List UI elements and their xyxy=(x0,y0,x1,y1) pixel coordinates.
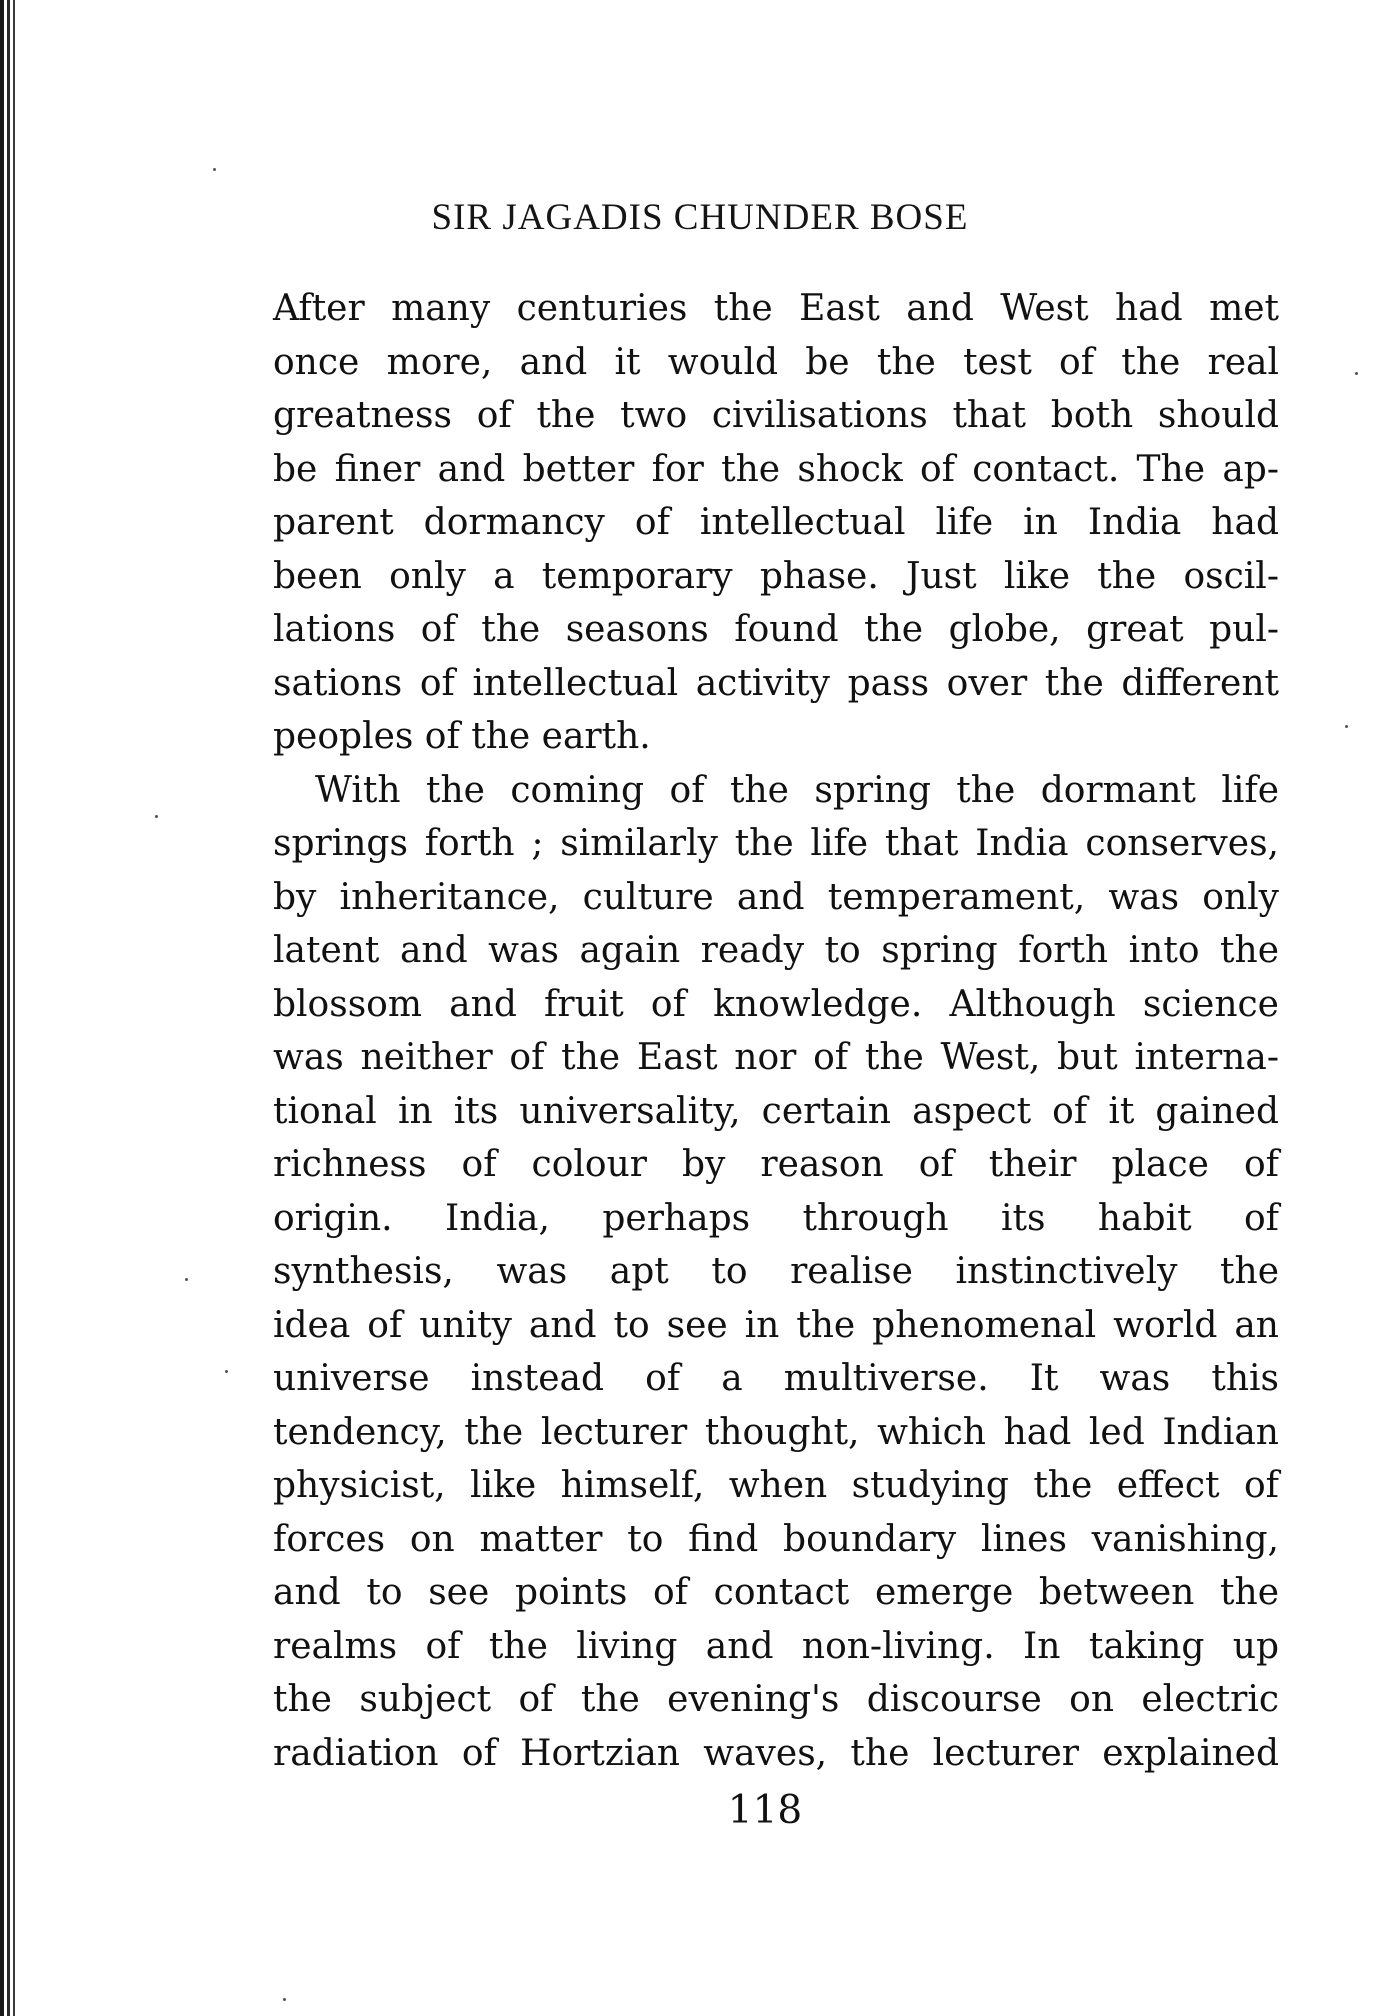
book-spine-edge xyxy=(0,0,18,2016)
text-line: lations of the seasons found the globe, great pul- xyxy=(273,609,1279,650)
page-number: 118 xyxy=(727,1788,803,1833)
text-line: once more, and it would be the test of the real xyxy=(273,341,1279,383)
text-line: been only a temporary phase. Just like the oscil- xyxy=(273,555,1279,597)
text-line: origin. India, perhaps through its habit of xyxy=(273,1197,1279,1239)
text-line: forces on matter to find boundary lines vanishing, xyxy=(273,1518,1279,1560)
text-line: was neither of the East nor of the West, but interna- xyxy=(273,1037,1279,1078)
text-line: latent and was again ready to spring forth into the xyxy=(273,930,1279,971)
text-line: be finer and better for the shock of contact. The ap- xyxy=(273,448,1279,490)
text-line: With the coming of the spring the dormant life xyxy=(315,769,1279,811)
running-header: SIR JAGADIS CHUNDER BOSE xyxy=(431,197,969,238)
text-line: sations of intellectual activity pass over the different xyxy=(273,662,1279,704)
text-line: richness of colour by reason of their place of xyxy=(273,1144,1279,1185)
scan-speck xyxy=(1355,372,1358,375)
text-line: physicist, like himself, when studying the effect of xyxy=(273,1465,1279,1506)
text-line: universe instead of a multiverse. It was this xyxy=(273,1358,1279,1399)
text-line: by inheritance, culture and temperament, was only xyxy=(273,876,1279,918)
text-line: parent dormancy of intellectual life in India had xyxy=(273,502,1279,543)
scan-speck xyxy=(283,1998,286,2001)
scan-speck xyxy=(213,168,216,171)
body-text xyxy=(273,282,1279,1780)
text-line: springs forth ; similarly the life that India conserves, xyxy=(273,823,1279,864)
text-line: synthesis, was apt to realise instinctively the xyxy=(273,1251,1279,1292)
text-line: radiation of Hortzian waves, the lecturer explained xyxy=(273,1732,1279,1774)
text-line: blossom and fruit of knowledge. Although science xyxy=(273,983,1279,1025)
text-line: the subject of the evening's discourse on electric xyxy=(273,1679,1279,1720)
text-line: tendency, the lecturer thought, which had led Indian xyxy=(273,1411,1279,1453)
text-line: and to see points of contact emerge between the xyxy=(273,1572,1279,1613)
text-line: greatness of the two civilisations that both should xyxy=(273,395,1279,436)
scan-speck xyxy=(225,1370,228,1373)
scan-speck xyxy=(155,815,158,818)
text-line: tional in its universality, certain aspect of it gained xyxy=(273,1090,1279,1132)
text-line: idea of unity and to see in the phenomenal world an xyxy=(273,1304,1279,1346)
scan-speck xyxy=(1345,725,1348,728)
text-line: peoples of the earth. xyxy=(273,716,651,757)
text-line: realms of the living and non-living. In taking up xyxy=(273,1625,1279,1667)
paragraph xyxy=(273,282,1279,764)
paragraph xyxy=(273,764,1279,1781)
scan-speck xyxy=(185,1278,188,1281)
text-line: After many centuries the East and West had met xyxy=(273,288,1279,329)
